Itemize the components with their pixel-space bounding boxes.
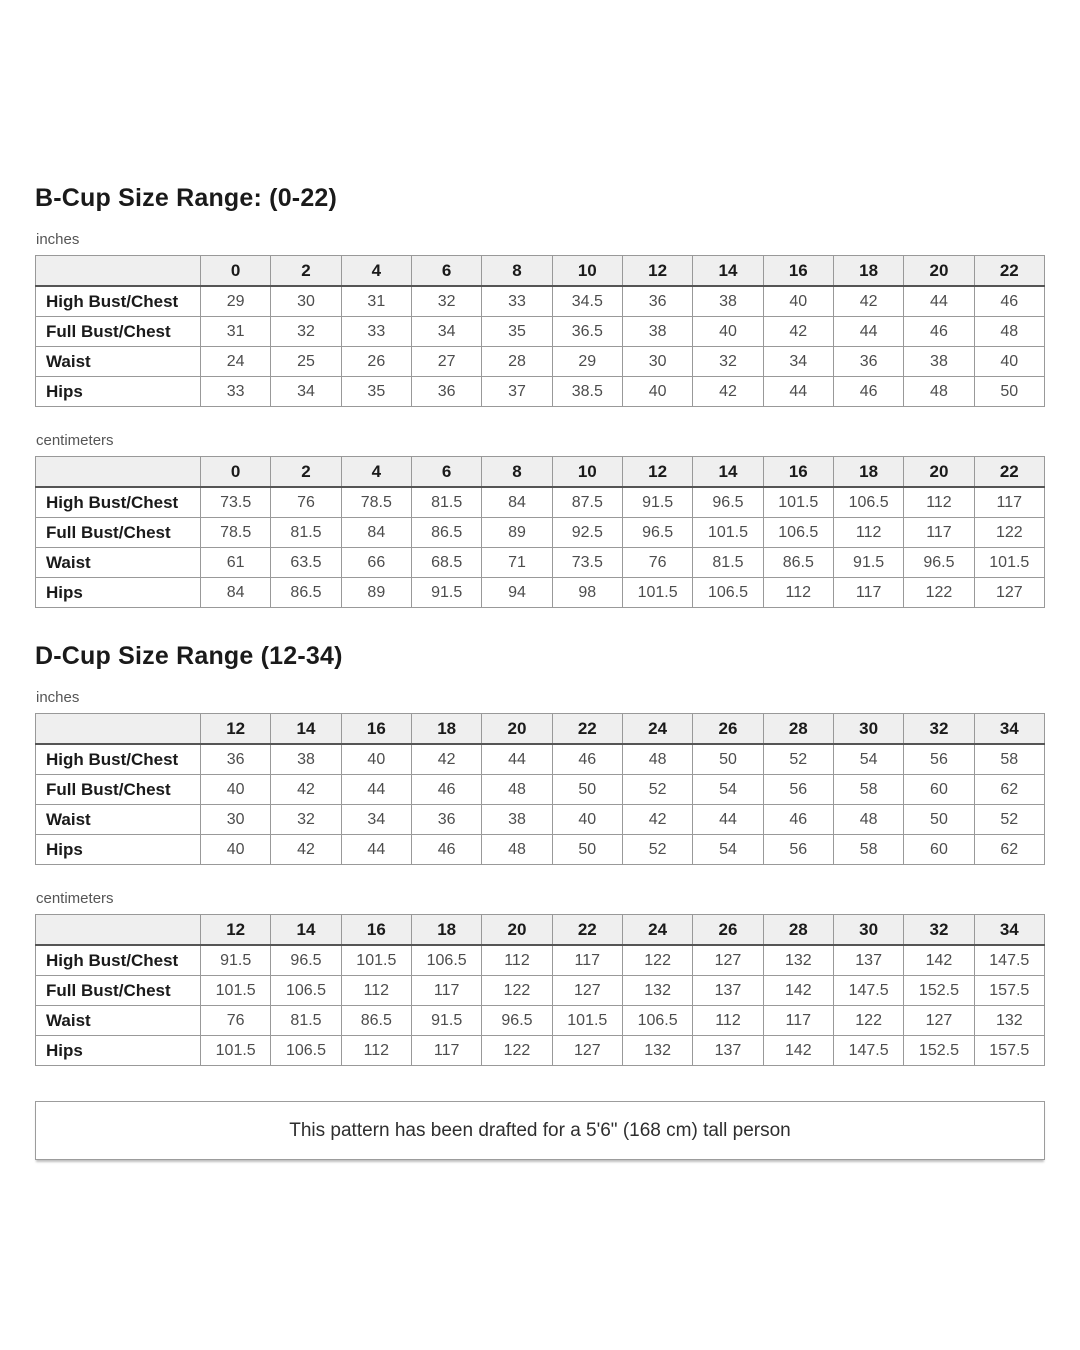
measurement-value: 32 bbox=[271, 317, 341, 347]
size-column-header: 18 bbox=[411, 714, 481, 745]
measurement-value: 101.5 bbox=[201, 976, 271, 1006]
measurement-row bbox=[36, 775, 1045, 805]
measurement-value: 106.5 bbox=[693, 578, 763, 608]
measurement-value: 137 bbox=[693, 1036, 763, 1066]
measurement-label: Full Bust/Chest bbox=[36, 317, 201, 347]
measurement-value: 46 bbox=[411, 775, 481, 805]
measurement-value: 147.5 bbox=[833, 1036, 903, 1066]
measurement-value: 112 bbox=[904, 487, 974, 518]
measurement-value: 76 bbox=[201, 1006, 271, 1036]
measurement-value: 44 bbox=[904, 286, 974, 317]
pattern-note-text: This pattern has been drafted for a 5'6" (168 cm) tall person bbox=[289, 1119, 791, 1141]
measurement-value: 101.5 bbox=[201, 1036, 271, 1066]
measurement-label: Full Bust/Chest bbox=[36, 976, 201, 1006]
measurement-value: 54 bbox=[693, 835, 763, 865]
measurement-value: 147.5 bbox=[974, 945, 1044, 976]
measurement-value: 142 bbox=[763, 976, 833, 1006]
measurement-value: 48 bbox=[482, 775, 552, 805]
measurement-value: 73.5 bbox=[201, 487, 271, 518]
size-column-header: 6 bbox=[411, 457, 481, 488]
measurement-value: 68.5 bbox=[411, 548, 481, 578]
size-header-row bbox=[36, 714, 1045, 745]
measurement-value: 44 bbox=[482, 744, 552, 775]
measurement-value: 127 bbox=[904, 1006, 974, 1036]
measurement-value: 34 bbox=[341, 805, 411, 835]
measurement-value: 36.5 bbox=[552, 317, 622, 347]
measurement-value: 46 bbox=[974, 286, 1044, 317]
measurement-value: 25 bbox=[271, 347, 341, 377]
measurement-value: 96.5 bbox=[693, 487, 763, 518]
measurement-value: 42 bbox=[693, 377, 763, 407]
size-column-header: 26 bbox=[693, 714, 763, 745]
measurement-row bbox=[36, 377, 1045, 407]
measurement-value: 58 bbox=[974, 744, 1044, 775]
measurement-value: 40 bbox=[341, 744, 411, 775]
measurement-value: 86.5 bbox=[763, 548, 833, 578]
measurement-value: 122 bbox=[833, 1006, 903, 1036]
measurement-value: 106.5 bbox=[411, 945, 481, 976]
measurement-value: 36 bbox=[622, 286, 692, 317]
size-column-header: 2 bbox=[271, 457, 341, 488]
d-cup-centimeters-unit-label: centimeters bbox=[36, 890, 114, 907]
size-header-row bbox=[36, 915, 1045, 946]
measurement-value: 96.5 bbox=[271, 945, 341, 976]
measurement-value: 50 bbox=[974, 377, 1044, 407]
size-column-header: 22 bbox=[552, 714, 622, 745]
measurement-value: 42 bbox=[833, 286, 903, 317]
measurement-value: 106.5 bbox=[271, 976, 341, 1006]
measurement-row bbox=[36, 1006, 1045, 1036]
measurement-value: 42 bbox=[271, 775, 341, 805]
measurement-value: 33 bbox=[482, 286, 552, 317]
measurement-value: 157.5 bbox=[974, 1036, 1044, 1066]
measurement-value: 127 bbox=[974, 578, 1044, 608]
measurement-value: 28 bbox=[482, 347, 552, 377]
measurement-row bbox=[36, 578, 1045, 608]
measurement-value: 66 bbox=[341, 548, 411, 578]
measurement-value: 44 bbox=[693, 805, 763, 835]
measurement-value: 137 bbox=[693, 976, 763, 1006]
size-column-header: 10 bbox=[552, 457, 622, 488]
measurement-value: 48 bbox=[482, 835, 552, 865]
measurement-value: 117 bbox=[763, 1006, 833, 1036]
measurement-value: 132 bbox=[974, 1006, 1044, 1036]
measurement-value: 38 bbox=[904, 347, 974, 377]
size-column-header: 20 bbox=[904, 457, 974, 488]
section-b-cup bbox=[35, 186, 1045, 608]
measurement-value: 147.5 bbox=[833, 976, 903, 1006]
measurement-label: Waist bbox=[36, 805, 201, 835]
measurement-value: 91.5 bbox=[411, 578, 481, 608]
pattern-note-box bbox=[35, 1101, 1045, 1160]
measurement-value: 40 bbox=[552, 805, 622, 835]
measurement-value: 122 bbox=[482, 1036, 552, 1066]
size-column-header: 20 bbox=[482, 915, 552, 946]
measurement-value: 40 bbox=[201, 835, 271, 865]
size-column-header: 8 bbox=[482, 256, 552, 287]
measurement-value: 89 bbox=[482, 518, 552, 548]
size-column-header: 22 bbox=[974, 256, 1044, 287]
measurement-value: 48 bbox=[833, 805, 903, 835]
measurement-value: 117 bbox=[411, 976, 481, 1006]
measurement-value: 48 bbox=[622, 744, 692, 775]
measurement-row bbox=[36, 548, 1045, 578]
measurement-value: 112 bbox=[341, 976, 411, 1006]
measurement-value: 40 bbox=[622, 377, 692, 407]
measurement-value: 152.5 bbox=[904, 976, 974, 1006]
measurement-row bbox=[36, 1036, 1045, 1066]
measurement-label: Full Bust/Chest bbox=[36, 775, 201, 805]
measurement-value: 31 bbox=[201, 317, 271, 347]
measurement-value: 91.5 bbox=[201, 945, 271, 976]
measurement-value: 94 bbox=[482, 578, 552, 608]
measurement-value: 127 bbox=[552, 976, 622, 1006]
size-column-header: 16 bbox=[341, 714, 411, 745]
measurement-value: 46 bbox=[552, 744, 622, 775]
measurement-value: 50 bbox=[552, 775, 622, 805]
measurement-value: 117 bbox=[904, 518, 974, 548]
measurement-value: 40 bbox=[974, 347, 1044, 377]
measurement-value: 29 bbox=[201, 286, 271, 317]
measurement-value: 78.5 bbox=[201, 518, 271, 548]
measurement-value: 46 bbox=[763, 805, 833, 835]
measurement-value: 101.5 bbox=[622, 578, 692, 608]
measurement-value: 35 bbox=[341, 377, 411, 407]
measurement-value: 36 bbox=[411, 805, 481, 835]
b-cup-section-title: B-Cup Size Range: (0-22) bbox=[35, 184, 338, 212]
size-column-header: 30 bbox=[833, 915, 903, 946]
measurement-value: 89 bbox=[341, 578, 411, 608]
measurement-value: 54 bbox=[693, 775, 763, 805]
measurement-value: 48 bbox=[904, 377, 974, 407]
measurement-value: 36 bbox=[411, 377, 481, 407]
size-column-header: 34 bbox=[974, 714, 1044, 745]
size-header-row bbox=[36, 457, 1045, 488]
measurement-value: 46 bbox=[904, 317, 974, 347]
measurement-label: Waist bbox=[36, 548, 201, 578]
measurement-value: 127 bbox=[552, 1036, 622, 1066]
measurement-value: 38 bbox=[622, 317, 692, 347]
measurement-value: 32 bbox=[271, 805, 341, 835]
measurement-row bbox=[36, 835, 1045, 865]
measurement-value: 32 bbox=[693, 347, 763, 377]
measurement-value: 33 bbox=[341, 317, 411, 347]
size-column-header: 10 bbox=[552, 256, 622, 287]
measurement-value: 35 bbox=[482, 317, 552, 347]
size-column-header: 16 bbox=[763, 256, 833, 287]
measurement-value: 44 bbox=[763, 377, 833, 407]
measurement-value: 42 bbox=[763, 317, 833, 347]
measurement-label: Hips bbox=[36, 578, 201, 608]
size-column-header: 20 bbox=[904, 256, 974, 287]
measurement-value: 81.5 bbox=[693, 548, 763, 578]
measurement-value: 34 bbox=[411, 317, 481, 347]
measurement-value: 86.5 bbox=[271, 578, 341, 608]
measurement-row bbox=[36, 286, 1045, 317]
size-column-header: 28 bbox=[763, 714, 833, 745]
measurement-value: 101.5 bbox=[552, 1006, 622, 1036]
measurement-value: 112 bbox=[693, 1006, 763, 1036]
measurement-value: 34 bbox=[271, 377, 341, 407]
measurement-value: 117 bbox=[974, 487, 1044, 518]
measurement-value: 36 bbox=[201, 744, 271, 775]
measurement-value: 122 bbox=[904, 578, 974, 608]
measurement-value: 40 bbox=[693, 317, 763, 347]
measurement-row bbox=[36, 945, 1045, 976]
size-column-header: 12 bbox=[622, 457, 692, 488]
measurement-value: 52 bbox=[763, 744, 833, 775]
size-column-header: 12 bbox=[201, 714, 271, 745]
measurement-value: 91.5 bbox=[622, 487, 692, 518]
measurement-value: 112 bbox=[341, 1036, 411, 1066]
measurement-value: 29 bbox=[552, 347, 622, 377]
size-column-header: 14 bbox=[693, 256, 763, 287]
size-column-header: 14 bbox=[271, 915, 341, 946]
measurement-label: Hips bbox=[36, 1036, 201, 1066]
measurement-label: Hips bbox=[36, 377, 201, 407]
measurement-label: Waist bbox=[36, 347, 201, 377]
size-column-header: 30 bbox=[833, 714, 903, 745]
size-column-header: 24 bbox=[622, 915, 692, 946]
measurement-value: 142 bbox=[904, 945, 974, 976]
measurement-value: 84 bbox=[482, 487, 552, 518]
measurement-label: Waist bbox=[36, 1006, 201, 1036]
measurement-value: 86.5 bbox=[341, 1006, 411, 1036]
size-column-header: 18 bbox=[833, 256, 903, 287]
size-column-header: 14 bbox=[271, 714, 341, 745]
measurement-value: 37 bbox=[482, 377, 552, 407]
size-column-header: 28 bbox=[763, 915, 833, 946]
measurement-row bbox=[36, 976, 1045, 1006]
measurement-value: 50 bbox=[693, 744, 763, 775]
corner-cell bbox=[36, 457, 201, 488]
d-cup-inches-table bbox=[35, 713, 1045, 865]
measurement-value: 56 bbox=[904, 744, 974, 775]
measurement-value: 122 bbox=[974, 518, 1044, 548]
measurement-value: 40 bbox=[763, 286, 833, 317]
size-column-header: 4 bbox=[341, 457, 411, 488]
measurement-value: 50 bbox=[904, 805, 974, 835]
measurement-value: 96.5 bbox=[904, 548, 974, 578]
measurement-value: 84 bbox=[201, 578, 271, 608]
measurement-value: 36 bbox=[833, 347, 903, 377]
size-column-header: 14 bbox=[693, 457, 763, 488]
size-column-header: 18 bbox=[833, 457, 903, 488]
measurement-row bbox=[36, 744, 1045, 775]
measurement-value: 58 bbox=[833, 835, 903, 865]
measurement-value: 30 bbox=[622, 347, 692, 377]
measurement-value: 112 bbox=[482, 945, 552, 976]
measurement-value: 122 bbox=[622, 945, 692, 976]
size-column-header: 26 bbox=[693, 915, 763, 946]
measurement-value: 46 bbox=[411, 835, 481, 865]
measurement-value: 71 bbox=[482, 548, 552, 578]
measurement-value: 91.5 bbox=[833, 548, 903, 578]
measurement-value: 101.5 bbox=[341, 945, 411, 976]
measurement-value: 117 bbox=[411, 1036, 481, 1066]
measurement-row bbox=[36, 317, 1045, 347]
corner-cell bbox=[36, 256, 201, 287]
measurement-value: 54 bbox=[833, 744, 903, 775]
measurement-value: 92.5 bbox=[552, 518, 622, 548]
measurement-value: 101.5 bbox=[974, 548, 1044, 578]
measurement-value: 142 bbox=[763, 1036, 833, 1066]
corner-cell bbox=[36, 714, 201, 745]
measurement-value: 60 bbox=[904, 775, 974, 805]
size-column-header: 24 bbox=[622, 714, 692, 745]
b-cup-inches-unit-label: inches bbox=[36, 231, 80, 248]
measurement-value: 58 bbox=[833, 775, 903, 805]
measurement-value: 38 bbox=[271, 744, 341, 775]
measurement-value: 76 bbox=[271, 487, 341, 518]
measurement-value: 50 bbox=[552, 835, 622, 865]
size-column-header: 22 bbox=[974, 457, 1044, 488]
measurement-value: 44 bbox=[341, 775, 411, 805]
measurement-value: 117 bbox=[833, 578, 903, 608]
measurement-value: 106.5 bbox=[622, 1006, 692, 1036]
measurement-label: Full Bust/Chest bbox=[36, 518, 201, 548]
measurement-value: 61 bbox=[201, 548, 271, 578]
measurement-value: 38 bbox=[482, 805, 552, 835]
measurement-label: High Bust/Chest bbox=[36, 487, 201, 518]
measurement-value: 44 bbox=[833, 317, 903, 347]
size-column-header: 12 bbox=[201, 915, 271, 946]
size-column-header: 6 bbox=[411, 256, 481, 287]
measurement-value: 38.5 bbox=[552, 377, 622, 407]
measurement-value: 62 bbox=[974, 835, 1044, 865]
size-column-header: 0 bbox=[201, 457, 271, 488]
size-column-header: 22 bbox=[552, 915, 622, 946]
size-column-header: 8 bbox=[482, 457, 552, 488]
measurement-value: 48 bbox=[974, 317, 1044, 347]
measurement-value: 106.5 bbox=[833, 487, 903, 518]
measurement-value: 98 bbox=[552, 578, 622, 608]
measurement-value: 106.5 bbox=[271, 1036, 341, 1066]
measurement-value: 132 bbox=[622, 976, 692, 1006]
measurement-value: 157.5 bbox=[974, 976, 1044, 1006]
measurement-value: 32 bbox=[411, 286, 481, 317]
measurement-label: High Bust/Chest bbox=[36, 286, 201, 317]
section-d-cup bbox=[35, 644, 1045, 1066]
measurement-value: 101.5 bbox=[763, 487, 833, 518]
measurement-value: 26 bbox=[341, 347, 411, 377]
measurement-row bbox=[36, 487, 1045, 518]
measurement-row bbox=[36, 518, 1045, 548]
measurement-value: 30 bbox=[271, 286, 341, 317]
measurement-row bbox=[36, 347, 1045, 377]
measurement-value: 52 bbox=[974, 805, 1044, 835]
measurement-value: 96.5 bbox=[622, 518, 692, 548]
measurement-value: 76 bbox=[622, 548, 692, 578]
size-column-header: 18 bbox=[411, 915, 481, 946]
measurement-value: 127 bbox=[693, 945, 763, 976]
measurement-label: High Bust/Chest bbox=[36, 945, 201, 976]
b-cup-inches-table bbox=[35, 255, 1045, 407]
measurement-value: 87.5 bbox=[552, 487, 622, 518]
measurement-value: 81.5 bbox=[271, 1006, 341, 1036]
measurement-value: 63.5 bbox=[271, 548, 341, 578]
d-cup-section-title: D-Cup Size Range (12-34) bbox=[35, 642, 343, 670]
measurement-value: 34 bbox=[763, 347, 833, 377]
size-column-header: 16 bbox=[763, 457, 833, 488]
measurement-value: 24 bbox=[201, 347, 271, 377]
measurement-value: 132 bbox=[763, 945, 833, 976]
measurement-value: 38 bbox=[693, 286, 763, 317]
measurement-value: 84 bbox=[341, 518, 411, 548]
measurement-value: 96.5 bbox=[482, 1006, 552, 1036]
measurement-value: 132 bbox=[622, 1036, 692, 1066]
measurement-value: 42 bbox=[271, 835, 341, 865]
size-column-header: 0 bbox=[201, 256, 271, 287]
measurement-value: 152.5 bbox=[904, 1036, 974, 1066]
measurement-label: High Bust/Chest bbox=[36, 744, 201, 775]
size-column-header: 32 bbox=[904, 714, 974, 745]
measurement-value: 78.5 bbox=[341, 487, 411, 518]
measurement-value: 106.5 bbox=[763, 518, 833, 548]
d-cup-centimeters-table bbox=[35, 914, 1045, 1066]
b-cup-centimeters-table bbox=[35, 456, 1045, 608]
size-column-header: 4 bbox=[341, 256, 411, 287]
measurement-value: 56 bbox=[763, 775, 833, 805]
size-header-row bbox=[36, 256, 1045, 287]
size-column-header: 34 bbox=[974, 915, 1044, 946]
b-cup-centimeters-unit-label: centimeters bbox=[36, 432, 114, 449]
measurement-value: 91.5 bbox=[411, 1006, 481, 1036]
size-column-header: 12 bbox=[622, 256, 692, 287]
measurement-value: 112 bbox=[833, 518, 903, 548]
measurement-value: 56 bbox=[763, 835, 833, 865]
measurement-value: 27 bbox=[411, 347, 481, 377]
measurement-value: 86.5 bbox=[411, 518, 481, 548]
size-column-header: 2 bbox=[271, 256, 341, 287]
size-column-header: 20 bbox=[482, 714, 552, 745]
measurement-value: 30 bbox=[201, 805, 271, 835]
measurement-value: 112 bbox=[763, 578, 833, 608]
measurement-value: 44 bbox=[341, 835, 411, 865]
measurement-value: 81.5 bbox=[411, 487, 481, 518]
measurement-label: Hips bbox=[36, 835, 201, 865]
measurement-value: 81.5 bbox=[271, 518, 341, 548]
measurement-value: 34.5 bbox=[552, 286, 622, 317]
corner-cell bbox=[36, 915, 201, 946]
measurement-value: 33 bbox=[201, 377, 271, 407]
measurement-value: 122 bbox=[482, 976, 552, 1006]
measurement-value: 117 bbox=[552, 945, 622, 976]
measurement-value: 73.5 bbox=[552, 548, 622, 578]
measurement-value: 62 bbox=[974, 775, 1044, 805]
measurement-value: 40 bbox=[201, 775, 271, 805]
measurement-row bbox=[36, 805, 1045, 835]
measurement-value: 52 bbox=[622, 775, 692, 805]
size-column-header: 16 bbox=[341, 915, 411, 946]
size-column-header: 32 bbox=[904, 915, 974, 946]
measurement-value: 60 bbox=[904, 835, 974, 865]
measurement-value: 42 bbox=[411, 744, 481, 775]
measurement-value: 42 bbox=[622, 805, 692, 835]
measurement-value: 31 bbox=[341, 286, 411, 317]
d-cup-inches-unit-label: inches bbox=[36, 689, 80, 706]
measurement-value: 101.5 bbox=[693, 518, 763, 548]
measurement-value: 137 bbox=[833, 945, 903, 976]
measurement-value: 52 bbox=[622, 835, 692, 865]
measurement-value: 46 bbox=[833, 377, 903, 407]
